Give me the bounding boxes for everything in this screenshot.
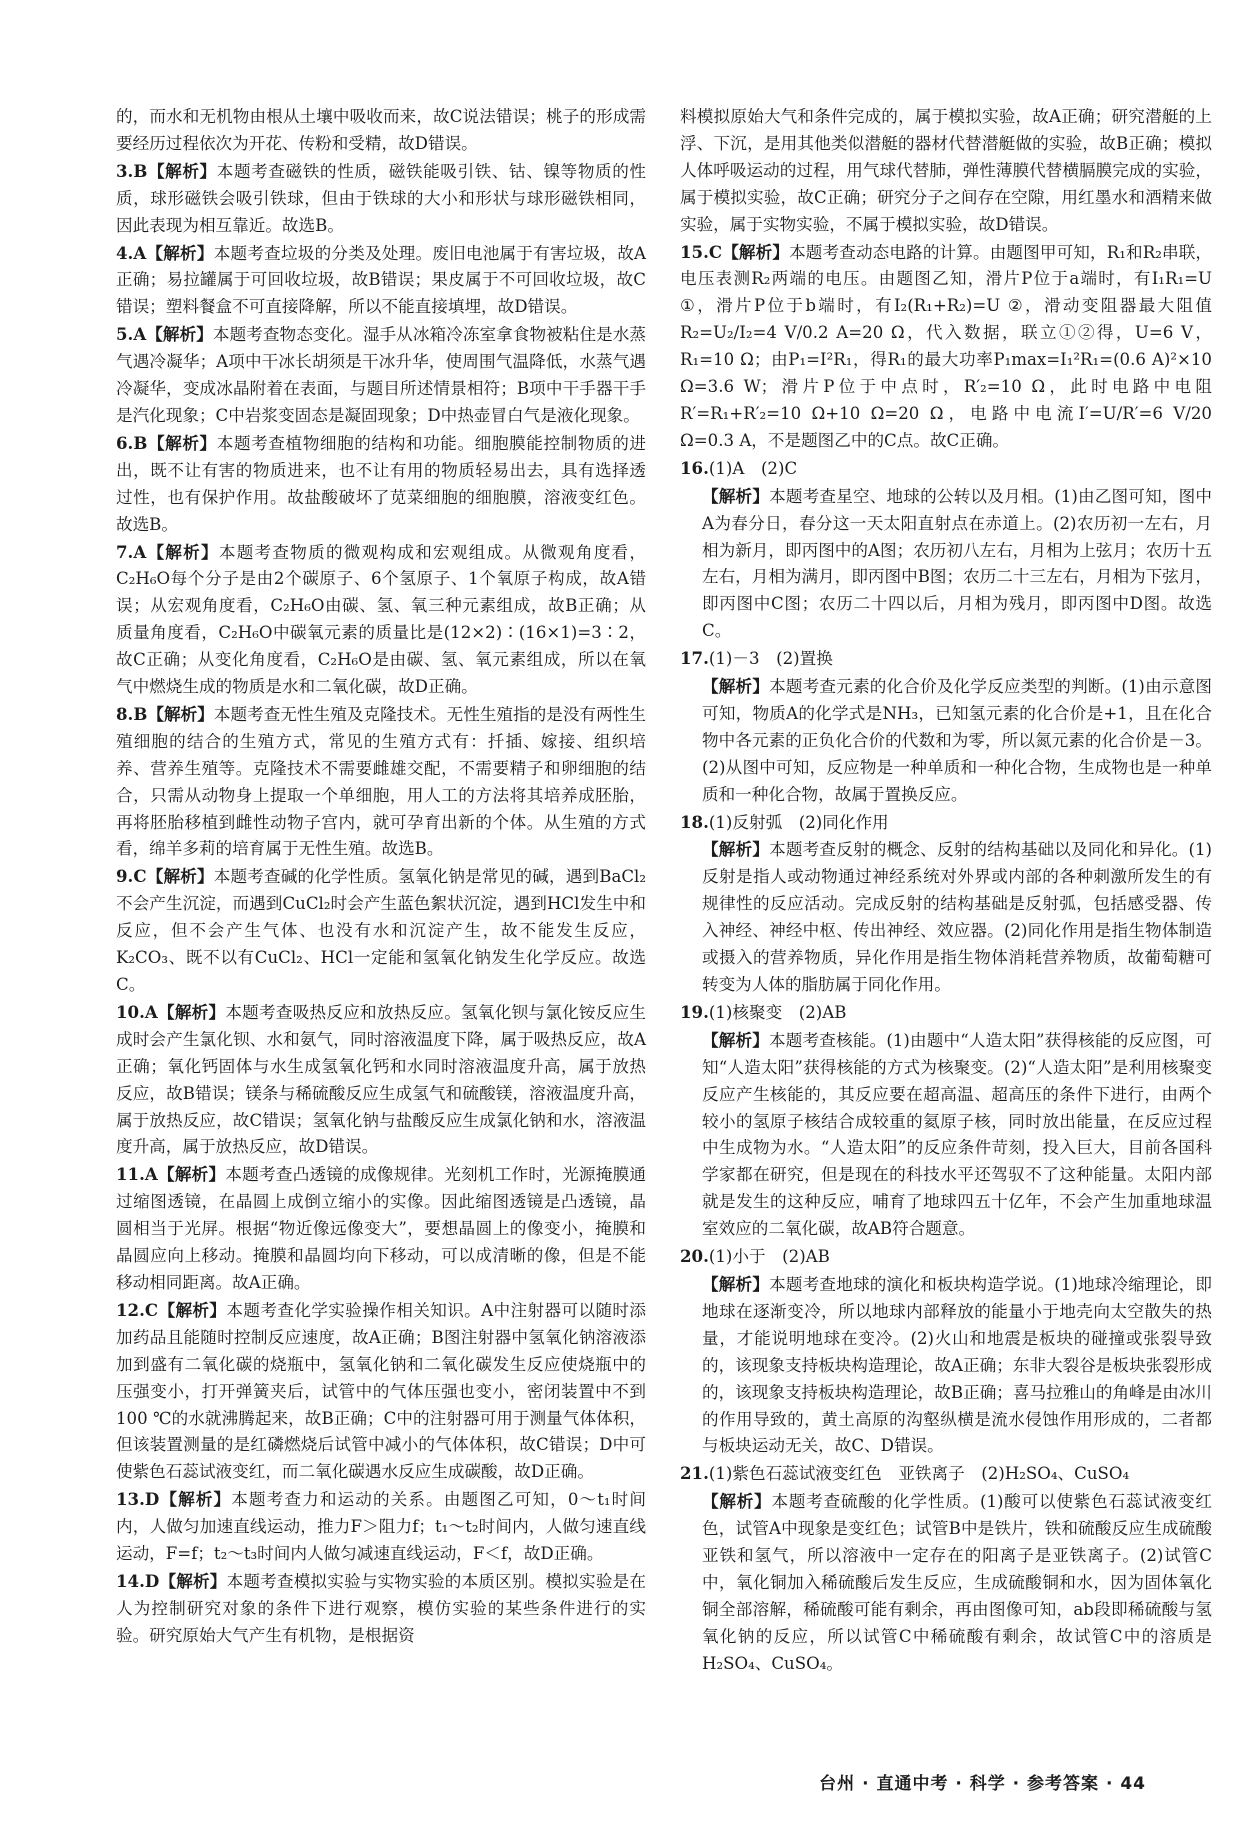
answer-item [680,999,1212,1027]
answer-item [680,1027,1212,1243]
answer-text: 本题考查化学实验操作相关知识。A中注射器可以随时添加药品且能随时控制反应速度，故A正确；B图注射器中氢氧化钠溶液添加到盛有二氧化碳的烧瓶中，氢氧化钠和二氧化碳发生反应使烧瓶中的压强变小，打开弹簧夹后，试管中的气体压强也变小，密闭装置中不到100 ℃的水就沸腾起来，故B正确；C中的注射器可用于测量气体体积，但该装置测量的是红磷燃烧后试管中减小的气体体积，故C错误；D中可使紫色石蕊试液变红，而二氧化碳遇水反应生成碳酸，故D正确。 [116,1300,647,1482]
answer-text: 本题考查碱的化学性质。氢氧化钠是常见的碱，遇到BaCl₂不会产生沉淀，而遇到CuCl₂时会产生蓝色絮状沉淀，遇到HCl发生中和反应，但不会产生气体、也没有水和沉淀产生，故不能发生反应，K₂CO₃、既不以有CuCl₂、HCl一定能和氢氧化钠发生化学反应。故选C。 [116,867,646,994]
page-footer: 台州 · 直通中考 · 科学 · 参考答案 · 44 [819,1774,1146,1794]
analysis-tag: 【解析】 [147,432,217,453]
answer-item [680,239,1212,455]
answer-item [116,999,646,1161]
answer-item [116,240,646,322]
answer-item [116,863,646,999]
answer-item [680,836,1212,998]
analysis-tag: 【解析】 [146,541,219,562]
analysis-tag: 【解析】 [157,1001,226,1022]
answer-text: 本题考查吸热反应和放热反应。氢氧化钡与氯化铵反应生成时会产生氯化钡、水和氨气，同时溶液温度下降，属于吸热反应，故A正确；氧化钙固体与水生成氢氧化钙和水同时溶液温度升高，属于放热反应，故B错误；镁条与稀硫酸反应生成氢气和硫酸镁，溶液温度升高，属于放热反应，故C错误；氢氧化钠与盐酸反应生成氯化钠和水，溶液温度升高，属于放热反应，故D错误。 [116,1002,647,1157]
answer-item [680,645,1212,673]
answer-item [680,104,1212,239]
analysis-tag: 【解析】 [147,703,214,724]
answer-text: (1)核聚变 (2)AB [708,1002,847,1022]
question-number: 4.A [116,242,147,263]
left-column [116,104,646,1650]
question-number: 11.A [116,1164,158,1185]
analysis-tag: 【解析】 [146,324,213,345]
analysis-tag: 【解析】 [146,242,214,263]
question-number: 5.A [116,324,147,345]
answer-item [116,1161,646,1297]
question-number: 14.D [116,1570,160,1591]
analysis-tag: 【解析】 [157,1164,226,1185]
answer-text: 料模拟原始大气和条件完成的，属于模拟实验，故A正确；研究潜艇的上浮、下沉，是用其他类似潜艇的器材代替潜艇做的实验，故B正确；模拟人体呼吸运动的过程，用气球代替肺，弹性薄膜代替横膈膜完成的实验，属于模拟实验，故C正确；研究分子之间存在空隙，用红墨水和酒精来做实验，属于实物实验，不属于模拟实验，故D错误。 [680,107,1212,234]
question-number: 16. [680,457,709,478]
answer-item [680,809,1212,837]
answer-item [116,321,646,430]
question-number: 20. [680,1246,709,1267]
analysis-tag: 【解析】 [147,160,217,181]
analysis-tag: 【解析】 [702,485,770,506]
answer-text: 本题考查力和运动的关系。由题图乙可知，0～t₁时间内，人做匀加速直线运动，推力F＞阻力f；t₁～t₂时间内，人做匀速直线运动，F=f；t₂～t₃时间内人做匀减速直线运动，F＜f，故D正确。 [116,1490,646,1564]
answer-text: 本题考查无性生殖及克隆技术。无性生殖指的是没有两性生殖细胞的结合的生殖方式，常见的生殖方式有：扦插、嫁接、组织培养、营养生殖等。克隆技术不需要雌雄交配，不需要精子和卵细胞的结合，只需从动物身上提取一个单细胞，用人工的方法将其培养成胚胎，再将胚胎移植到雌性动物子宫内，就可孕育出新的个体。从生殖的方式看，绵羊多莉的培育属于无性生殖。故选B。 [116,704,647,859]
answer-item [680,1488,1212,1677]
question-number: 19. [680,1001,709,1022]
answer-text: (1)紫色石蕊试液变红色 亚铁离子 (2)H₂SO₄、CuSO₄ [708,1464,1130,1484]
analysis-tag: 【解析】 [158,1299,227,1320]
answer-text: 本题考查模拟实验与实物实验的本质区别。模拟实验是在人为控制研究对象的条件下进行观察，模仿实验的某些条件进行的实验。研究原始大气产生有机物，是根据资 [116,1571,647,1645]
answer-item [116,1486,646,1568]
answer-text: 本题考查核能。(1)由题中“人造太阳”获得核能的反应图，可知“人造太阳”获得核能的方式为核聚变。(2)“人造太阳”是利用核聚变反应产生核能的，其反应要在超高温、超高压的条件下进行，由两个较小的氢原子核结合成较重的氦原子核，同时放出能量，在反应过程中生成物为水。“人造太阳”的反应条件苛刻，投入巨大，目前各国科学家都在研究，但是现在的科技水平还驾驭不了这种能量。太阳内部就是发生的这种反应，哺育了地球四五十亿年，不会产生加重地球温室效应的二氧化碳，故AB符合题意。 [702,1030,1212,1239]
question-number: 18. [680,811,709,832]
analysis-tag: 【解析】 [702,1491,772,1512]
answer-text: 本题考查垃圾的分类及处理。废旧电池属于有害垃圾，故A正确；易拉罐属于可回收垃圾，故B错误；果皮属于不可回收垃圾，故C错误；塑料餐盒不可直接降解，所以不能直接填埋，故D错误。 [116,243,647,317]
answer-item [116,539,646,701]
analysis-tag: 【解析】 [702,839,770,860]
question-number: 3.B [116,160,148,181]
answer-item [116,158,646,240]
answer-text: 本题考查硫酸的化学性质。(1)酸可以使紫色石蕊试液变红色，试管A中现象是变红色；试管B中是铁片，铁和硫酸反应生成硫酸亚铁和氢气，所以溶液中一定存在的阳离子是亚铁离子。(2)试管C中，氧化铜加入稀硫酸后发生反应，生成硫酸铜和水，因为固体氧化铜全部溶解，稀硫酸可能有剩余，再由图像可知，ab段即稀硫酸与氢氧化钠的反应，所以试管C中稀硫酸有剩余，故试管C中的溶质是H₂SO₄、CuSO₄。 [702,1492,1212,1673]
answer-text: 本题考查元素的化合价及化学反应类型的判断。(1)由示意图可知，物质A的化学式是NH₃，已知氢元素的化合价是+1，且在化合物中各元素的正负化合价的代数和为零，所以氮元素的化合价是－3。(2)从图中可知，反应物是一种单质和一种化合物，生成物也是一种单质和一种化合物，故属于置换反应。 [702,677,1212,804]
answer-item [116,104,646,158]
answer-item [116,701,646,863]
question-number: 6.B [116,432,148,453]
answer-item [116,430,646,539]
answer-item [680,1460,1212,1488]
answer-text: 本题考查地球的演化和板块构造学说。(1)地球冷缩理论，即地球在逐渐变冷，所以地球内部释放的能量小于地壳向太空散失的热量，才能说明地球在变冷。(2)火山和地震是板块的碰撞或张裂导致的，该现象支持板块构造理论，故A正确；东非大裂谷是板块张裂形成的，该现象支持板块构造理论，故B正确；喜马拉雅山的角峰是由冰川的作用导致的，黄土高原的沟壑纵横是流水侵蚀作用形成的，二者都与板块运动无关，故C、D错误。 [702,1274,1213,1456]
answer-text: 本题考查植物细胞的结构和功能。细胞膜能控制物质的进出，既不让有害的物质进来，也不让有用的物质轻易出去，具有选择透过性，也有保护作用。故盐酸破坏了苋菜细胞的细胞膜，溶液变红色。故选B。 [116,433,647,534]
answer-item [680,673,1212,809]
question-number: 13.D [116,1489,160,1510]
question-number: 21. [680,1463,709,1484]
question-number: 10.A [116,1001,158,1022]
answer-text: (1)A (2)C [708,458,798,478]
answer-text: 本题考查物质的微观构成和宏观组成。从微观角度看，C₂H₆O每个分子是由2个碳原子、6个氢原子、1个氧原子构成，故A错误；从宏观角度看，C₂H₆O由碳、氢、氧三种元素组成，故B正确；从质量角度看，C₂H₆O中碳氧元素的质量比是(12×2)∶(16×1)=3∶2，故C正确；从变化角度看，C₂H₆O是由碳、氢、氧元素组成，所以在氧气中燃烧生成的物质是水和二氧化碳，故D正确。 [116,542,646,697]
analysis-tag: 【解析】 [146,866,214,887]
answer-text: 本题考查凸透镜的成像规律。光刻机工作时，光源掩膜通过缩图透镜，在晶圆上成倒立缩小的实像。因此缩图透镜是凸透镜，晶圆相当于光屏。根据“物近像远像变大”，要想晶圆上的像变小，掩膜和晶圆应向上移动。掩膜和晶圆均向下移动，可以成清晰的像，但是不能移动相同距离。故A正确。 [116,1165,647,1292]
answer-text: (1)小于 (2)AB [708,1247,830,1267]
question-number: 9.C [116,866,147,887]
answer-item [680,483,1212,645]
answer-text: 本题考查星空、地球的公转以及月相。(1)由乙图可知，图中A为春分日，春分这一天太阳直射点在赤道上。(2)农历初一左右，月相为新月，即丙图中的A图；农历初八左右，月相为上弦月；农历十五左右，月相为满月，即丙图中B图；农历二十三左右，月相为下弦月，即丙图中C图；农历二十四以后，月相为残月，即丙图中D图。故选C。 [702,486,1213,641]
analysis-tag: 【解析】 [702,676,770,697]
answer-text: 本题考查动态电路的计算。由题图甲可知，R₁和R₂串联，电压表测R₂两端的电压。由题图乙知，滑片P位于a端时，有I₁R₁=U ①，滑片P位于b端时，有I₂(R₁+R₂)=U ②，滑动变阻器最大阻值R₂=U₂/I₂=4 V/0.2 A=20 Ω，代入数据，联立①②得，U=6 V，R₁=10 Ω；由P₁=I²R₁，得R₁的最大功率P₁max=I₁²R₁=(0.6 A)²×10 Ω=3.6 W；滑片P位于中点时，R′₂=10 Ω，此时电路中电阻R′=R₁+R′₂=10 Ω+10 Ω=20 Ω，电路中电流I′=U/R′=6 V/20 Ω=0.3 A，不是题图乙中的C点。故C正确。 [680,242,1212,450]
analysis-tag: 【解析】 [159,1570,227,1591]
answer-item [680,1243,1212,1271]
analysis-tag: 【解析】 [722,241,790,262]
answer-item [680,455,1212,483]
answer-item [116,1568,646,1650]
answer-text: 本题考查磁铁的性质，磁铁能吸引铁、钴、镍等物质的性质，球形磁铁会吸引铁球，但由于铁球的大小和形状与球形磁铁相同，因此表现为相互靠近。故选B。 [116,161,647,235]
question-number: 15.C [680,241,723,262]
answer-text: (1)－3 (2)置换 [708,649,833,669]
answer-item [116,1297,646,1486]
right-column [680,104,1212,1678]
answer-text: 的，而水和无机物由根从土壤中吸收而来，故C说法错误；桃子的形成需要经历过程依次为开花、传粉和受精，故D错误。 [116,107,646,153]
answer-text: (1)反射弧 (2)同化作用 [708,812,889,832]
answer-text: 本题考查物态变化。湿手从冰箱冷冻室拿食物被粘住是水蒸气遇冷凝华；A项中干冰长胡须是干冰升华，使周围气温降低，水蒸气遇冷凝华，变成冰晶附着在表面，与题目所述情景相符；B项中干手器干手是汽化现象；C中岩浆变固态是凝固现象；D中热壶冒白气是液化现象。 [116,325,647,425]
question-number: 12.C [116,1299,159,1320]
analysis-tag: 【解析】 [702,1029,770,1050]
question-number: 8.B [116,703,148,724]
analysis-tag: 【解析】 [702,1273,770,1294]
answer-item [680,1271,1212,1460]
analysis-tag: 【解析】 [159,1489,232,1510]
question-number: 7.A [116,541,147,562]
answer-text: 本题考查反射的概念、反射的结构基础以及同化和异化。(1)反射是指人或动物通过神经系统对外界或内部的各种刺激所发生的有规律性的反应活动。完成反射的结构基础是反射弧，包括感受器、传入神经、神经中枢、传出神经、效应器。(2)同化作用是指生物体制造或摄入的营养物质，异化作用是指生物体消耗营养物质，故葡萄糖可转变为人体的脂肪属于同化作用。 [702,840,1212,994]
question-number: 17. [680,648,709,669]
